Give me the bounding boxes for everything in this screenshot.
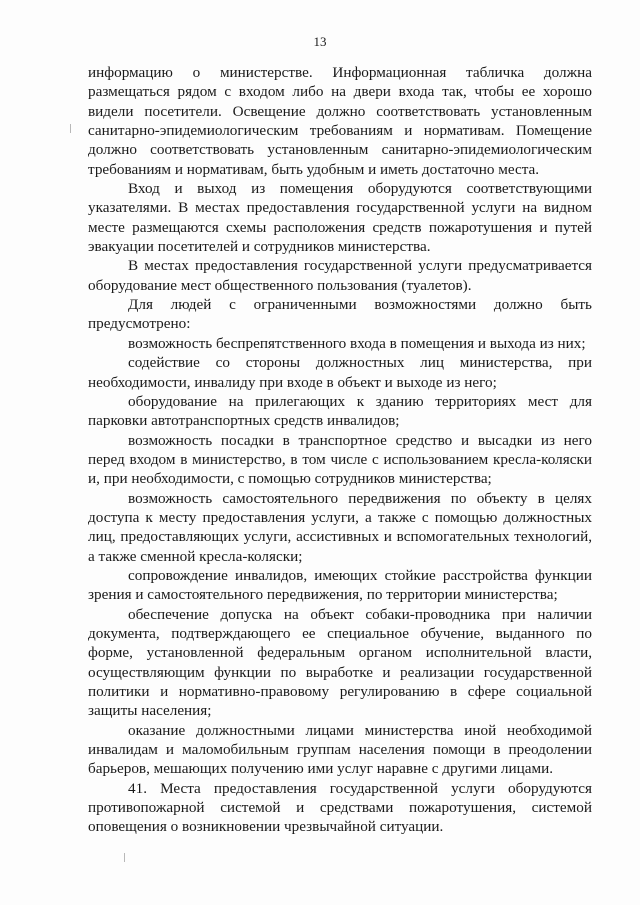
page-number: 13 <box>313 34 327 49</box>
list-item-escort: сопровождение инвалидов, имеющих стойкие расстройства функции зрения и самостоятельного передвижения, по территории министерства; <box>88 566 592 604</box>
list-item-free-entry: возможность беспрепятственного входа в помещения и выхода из них; <box>128 334 586 352</box>
list-item-other-assistance: оказание должностными лицами министерства иной необходимой инвалидам и маломобильным группам населения помощи в преодолении барьеров, мешающих получению ими услуг наравне с другими лицами. <box>88 721 592 778</box>
list-item-transport-boarding: возможность посадки в транспортное средство и высадки из него перед входом в министерство, в том числе с использованием кресла-коляски и, при необходимости, с помощью сотрудников министерства; <box>88 431 592 488</box>
margin-scan-mark-top <box>70 124 71 133</box>
paragraph-info-placard: информацию о министерстве. Информационная табличка должна размещаться рядом с входом либо на двери входа так, чтобы ее хорошо видели посетители. Освещение должно соответствовать установленным санитарно-эпидемиологическим требованиям и нормативам. Помещение должно соответствовать установленным санитарно-эпидемиологическим требованиям и нормативам, быть удобным и иметь достаточно места. <box>88 64 592 178</box>
list-item-staff-assistance: содействие со стороны должностных лиц министерства, при необходимости, инвалиду при входе в объект и выходе из него; <box>88 354 592 391</box>
paragraph-disabled-intro: Для людей с ограниченными возможностями должно быть предусмотрено: <box>88 296 592 333</box>
paragraph-41-fire-safety: 41. Места предоставления государственной услуги оборудуются противопожарной системой и средствами пожаротушения, системой оповещения о возникновении чрезвычайной ситуации. <box>88 779 592 836</box>
document-body <box>88 63 592 837</box>
list-item-parking: оборудование на прилегающих к зданию территориях мест для парковки автотранспортных средств инвалидов; <box>88 392 592 430</box>
paragraph-public-facilities: В местах предоставления государственной услуги предусматривается оборудование мест общественного пользования (туалетов). <box>88 257 592 294</box>
list-item-independent-movement: возможность самостоятельного передвижения по объекту в целях доступа к месту предоставления услуги, а также с помощью должностных лиц, предоставляющих услуги, ассистивных и вспомогательных технологий, а также сменной кресла-коляски; <box>88 489 592 565</box>
paragraph-entrance-exit: Вход и выход из помещения оборудуются соответствующими указателями. В местах предоставления государственной услуги на видном месте размещаются схемы расположения средств пожаротушения и путей эвакуации посетителей и сотрудников министерства. <box>88 180 592 256</box>
list-item-guide-dog: обеспечение допуска на объект собаки-проводника при наличии документа, подтверждающего ее специальное обучение, выданного по форме, установленной федеральным органом исполнительной власти, осуществляющим функции по выработке и реализации государственной политики и нормативно-правовому регулированию в сфере социальной защиты населения; <box>88 605 592 720</box>
margin-scan-mark-bottom <box>124 853 125 862</box>
